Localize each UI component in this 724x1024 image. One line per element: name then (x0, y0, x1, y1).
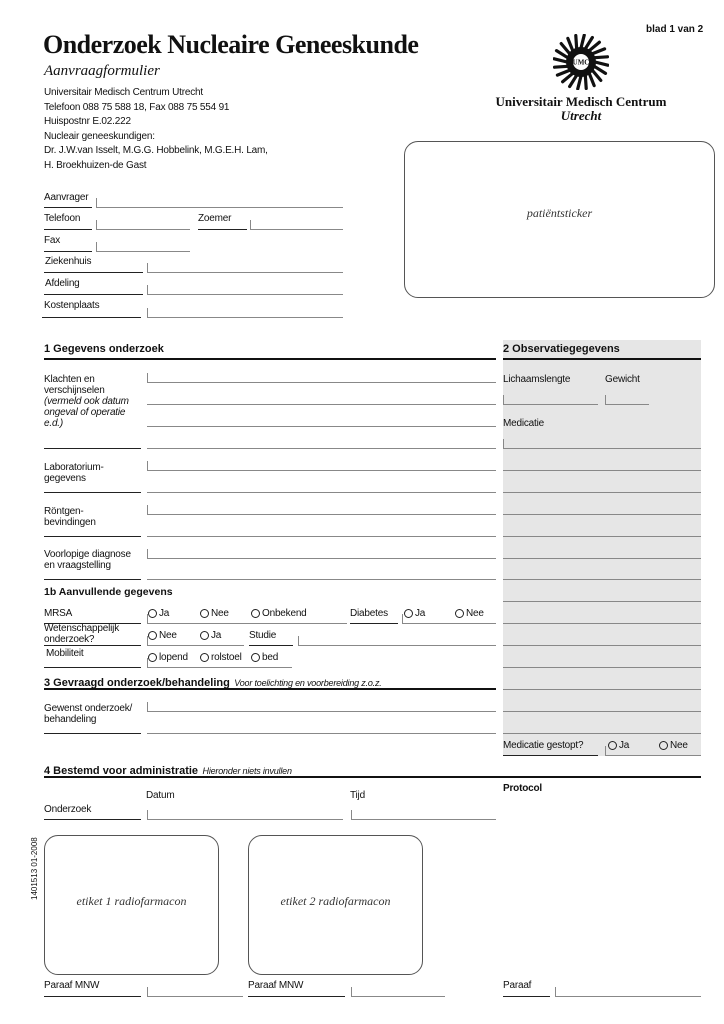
patient-sticker-area (404, 141, 715, 298)
page-title: Onderzoek Nucleaire Geneeskunde (43, 30, 419, 59)
label-underline (44, 645, 141, 646)
input-line[interactable] (503, 558, 701, 559)
aanvrager-label: Aanvrager (44, 192, 89, 203)
label-line: Klachten en (44, 374, 95, 385)
label-line: Wetenschappelijk (44, 623, 119, 634)
input-line[interactable] (250, 229, 343, 230)
input-line[interactable] (147, 382, 496, 383)
label-underline (44, 579, 141, 580)
diabetes-label: Diabetes (350, 608, 388, 619)
section-4-title: 4 Bestemd voor administratie (44, 765, 199, 777)
gewenst-label (44, 703, 132, 725)
rontgen-label (44, 506, 96, 528)
input-line[interactable] (96, 207, 343, 208)
label-underline (44, 272, 143, 273)
mrsa-ja-radio[interactable] (148, 608, 169, 619)
label-line: Voorlopige diagnose (44, 549, 131, 560)
input-line[interactable] (503, 448, 701, 449)
input-line[interactable] (147, 667, 292, 668)
label-line: verschijnselen (44, 385, 105, 396)
paraaf-label: Paraaf (503, 980, 532, 991)
etiket-2-label: etiket 2 radiofarmacon (280, 894, 391, 908)
radio-label: Nee (670, 740, 688, 751)
wetenschappelijk-label (44, 624, 119, 645)
input-line[interactable] (503, 579, 701, 580)
info-line: H. Broekhuizen-de Gast (44, 159, 147, 171)
mobiliteit-label: Mobiliteit (46, 648, 84, 659)
label-underline (44, 492, 141, 493)
info-line: Dr. J.W.van Isselt, M.G.G. Hobbelink, M.G.E.H. Lam, (44, 145, 268, 156)
mrsa-label: MRSA (44, 608, 73, 619)
radio-label: Onbekend (262, 608, 307, 619)
input-line[interactable] (96, 229, 190, 230)
radio-label: Ja (159, 608, 170, 619)
radio-label: Ja (211, 630, 222, 641)
umc-emblem-icon (553, 34, 609, 90)
radio-circle-icon (148, 653, 157, 662)
input-line[interactable] (503, 514, 701, 515)
radio-label: Nee (159, 630, 177, 641)
label-underline (249, 645, 293, 646)
afdeling-label: Afdeling (45, 278, 80, 289)
diabetes-ja-radio[interactable] (404, 608, 425, 619)
radio-circle-icon (148, 609, 157, 618)
label-underline (198, 229, 247, 230)
input-line[interactable] (503, 711, 701, 712)
radio-label: rolstoel (211, 652, 242, 663)
label-underline (44, 251, 92, 252)
diabetes-nee-radio[interactable] (455, 608, 484, 619)
svg-text:UMC: UMC (572, 58, 590, 67)
info-line: Huispostnr E.02.222 (44, 116, 131, 127)
studie-label: Studie (249, 630, 277, 641)
klachten-label (44, 374, 129, 429)
label-note: ongeval of operatie (44, 407, 126, 418)
input-line[interactable] (351, 996, 445, 997)
mobiliteit-lopend-radio[interactable] (148, 652, 188, 663)
radio-label: lopend (159, 652, 188, 663)
diagnose-label (44, 549, 131, 571)
radio-circle-icon (659, 741, 668, 750)
form-code: 1401513 01-2008 (30, 837, 39, 900)
section-divider (44, 776, 701, 778)
medicatie-gestopt-ja-radio[interactable] (608, 740, 629, 751)
input-line[interactable] (147, 492, 496, 493)
input-line[interactable] (147, 536, 496, 537)
input-line[interactable] (147, 819, 343, 820)
input-line[interactable] (147, 558, 496, 559)
label-line: Röntgen- (44, 506, 84, 517)
label-underline (44, 294, 143, 295)
medicatie-gestopt-label: Medicatie gestopt? (503, 740, 584, 751)
label-line: bevindingen (44, 517, 96, 528)
lichaamslengte-label: Lichaamslengte (503, 374, 571, 385)
input-line[interactable] (503, 601, 701, 602)
input-line[interactable] (503, 404, 598, 405)
radio-circle-icon (200, 609, 209, 618)
label-line: behandeling (44, 714, 97, 725)
observation-panel-background (503, 340, 701, 756)
radio-label: Nee (466, 608, 484, 619)
logo-city: Utrecht (560, 108, 602, 123)
radio-circle-icon (251, 653, 260, 662)
label-underline (44, 819, 141, 820)
paraaf-mnw-1-label: Paraaf MNW (44, 980, 100, 991)
radio-label: Nee (211, 608, 229, 619)
kostenplaats-label: Kostenplaats (44, 300, 100, 311)
radio-label: Ja (619, 740, 630, 751)
label-note: e.d.) (44, 418, 64, 429)
input-line[interactable] (503, 623, 701, 624)
etiket-1-label: etiket 1 radiofarmacon (76, 894, 187, 908)
input-line[interactable] (503, 536, 701, 537)
input-line[interactable] (147, 448, 496, 449)
label-underline (44, 229, 92, 230)
mrsa-onbekend-radio[interactable] (251, 608, 307, 619)
mobiliteit-bed-radio[interactable] (251, 652, 278, 663)
input-line[interactable] (147, 317, 343, 318)
label-underline (44, 536, 141, 537)
section-3-note: Voor toelichting en voorbereiding z.o.z. (234, 678, 382, 688)
input-line[interactable] (147, 623, 347, 624)
zoemer-label: Zoemer (198, 213, 232, 224)
input-line[interactable] (503, 470, 701, 471)
label-underline (503, 996, 550, 997)
radio-circle-icon (200, 631, 209, 640)
input-line[interactable] (147, 733, 496, 734)
medicatie-label: Medicatie (503, 418, 544, 429)
etiket-2-area (248, 835, 423, 975)
wetenschappelijk-nee-radio[interactable] (148, 630, 177, 641)
input-line[interactable] (402, 623, 496, 624)
gewicht-label: Gewicht (605, 374, 640, 385)
input-line[interactable] (555, 996, 701, 997)
section-divider (44, 358, 496, 360)
etiket-1-area (44, 835, 219, 975)
laboratorium-label (44, 462, 104, 484)
fax-label: Fax (44, 235, 61, 246)
input-line[interactable] (605, 404, 649, 405)
input-line[interactable] (147, 996, 243, 997)
input-line[interactable] (147, 426, 496, 427)
section-2-heading: 2 Observatiegegevens (503, 343, 620, 355)
label-underline (44, 207, 92, 208)
input-line[interactable] (147, 294, 343, 295)
section-4-note: Hieronder niets invullen (202, 766, 292, 776)
label-line: onderzoek? (44, 633, 95, 645)
section-1b-heading: 1b Aanvullende gegevens (44, 586, 173, 598)
input-line[interactable] (503, 645, 701, 646)
input-line[interactable] (147, 514, 496, 515)
paraaf-mnw-2-label: Paraaf MNW (248, 980, 304, 991)
ziekenhuis-label: Ziekenhuis (45, 256, 92, 267)
input-line[interactable] (147, 579, 496, 580)
input-line[interactable] (147, 711, 496, 712)
label-underline (44, 448, 141, 449)
input-line[interactable] (147, 272, 343, 273)
label-underline (503, 755, 598, 756)
input-line[interactable] (147, 645, 244, 646)
label-underline (350, 623, 398, 624)
label-underline (248, 996, 345, 997)
telefoon-label: Telefoon (44, 213, 81, 224)
info-line: Telefoon 088 75 588 18, Fax 088 75 554 91 (44, 101, 230, 113)
input-line[interactable] (298, 645, 496, 646)
input-line[interactable] (503, 689, 701, 690)
label-underline (44, 733, 141, 734)
input-line[interactable] (96, 251, 190, 252)
info-line: Nucleair geneeskundigen: (44, 130, 155, 142)
radio-label: Ja (415, 608, 426, 619)
protocol-label: Protocol (503, 783, 542, 794)
label-line: Gewenst onderzoek/ (44, 703, 133, 714)
input-line[interactable] (503, 667, 701, 668)
info-line: Universitair Medisch Centrum Utrecht (44, 87, 203, 98)
label-note: (vermeld ook datum (44, 396, 129, 407)
input-line[interactable] (147, 470, 496, 471)
datum-label: Datum (146, 790, 175, 801)
input-line[interactable] (503, 733, 701, 734)
radio-circle-icon (608, 741, 617, 750)
input-line[interactable] (147, 404, 496, 405)
mrsa-nee-radio[interactable] (200, 608, 229, 619)
label-underline (44, 623, 141, 624)
section-divider (44, 688, 496, 690)
radio-label: bed (262, 652, 279, 663)
onderzoek-label: Onderzoek (44, 804, 92, 815)
page-number: blad 1 van 2 (646, 24, 704, 35)
section-3-title: 3 Gevraagd onderzoek/behandeling (44, 677, 230, 689)
contact-info (44, 86, 268, 173)
umc-logo (553, 34, 609, 90)
label-underline (44, 667, 141, 668)
page-subtitle: Aanvraagformulier (44, 63, 160, 79)
radio-circle-icon (404, 609, 413, 618)
label-line: gegevens (44, 473, 86, 484)
input-line[interactable] (503, 492, 701, 493)
patient-sticker-label: patiëntsticker (526, 206, 593, 220)
label-underline (44, 996, 141, 997)
input-line[interactable] (351, 819, 496, 820)
tijd-label: Tijd (350, 790, 365, 801)
section-1-heading: 1 Gegevens onderzoek (44, 343, 164, 355)
input-line[interactable] (605, 755, 701, 756)
radio-circle-icon (455, 609, 464, 618)
label-line: Laboratorium- (44, 462, 104, 473)
medicatie-gestopt-nee-radio[interactable] (659, 740, 688, 751)
mobiliteit-rolstoel-radio[interactable] (200, 652, 242, 663)
radio-circle-icon (251, 609, 260, 618)
logo-name: Universitair Medisch Centrum (495, 94, 667, 109)
radio-circle-icon (148, 631, 157, 640)
section-divider (503, 358, 701, 360)
radio-circle-icon (200, 653, 209, 662)
wetenschappelijk-ja-radio[interactable] (200, 630, 221, 641)
label-underline (42, 317, 141, 318)
label-line: en vraagstelling (44, 560, 111, 571)
